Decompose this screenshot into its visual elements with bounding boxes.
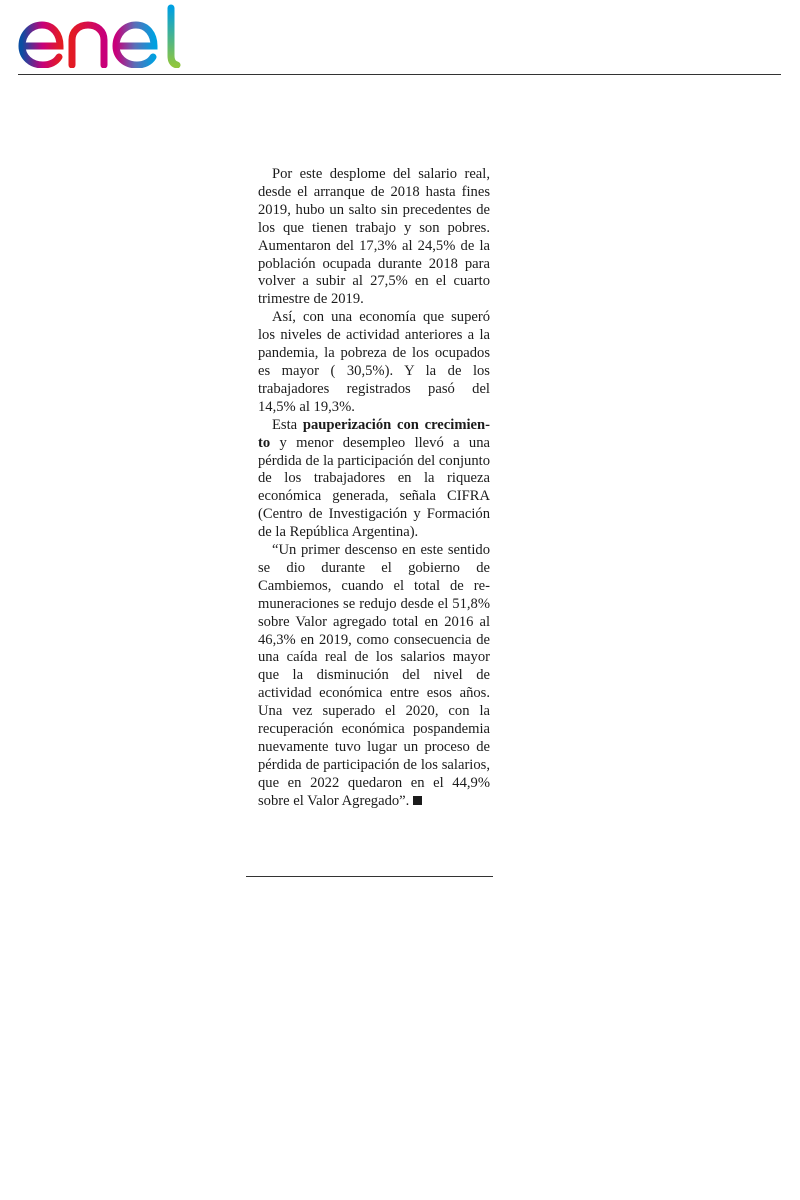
end-of-article-mark — [413, 796, 422, 805]
article-paragraph-3 — [258, 417, 490, 542]
article-paragraph-2: Así, con una economía que superó los niveles de actividad anteriores a la pandemia, la pobreza de los ocupados es mayor ( 30,5%). Y la de los trabajadores registrados pasó del 14,5% al 19,3%. — [258, 309, 490, 415]
paragraph-3-bold-phrase: pauperización con crecimiento — [258, 416, 490, 451]
enel-logo — [16, 4, 182, 68]
header-divider — [18, 74, 781, 75]
footer-divider — [246, 876, 493, 877]
paragraph-4-text: “Un primer descenso en este sentido se dio durante el gobierno de Cambiemos, cuando el total de remuneraciones se redujo desde el 51,8% sobre Valor agregado total en 2016 al 46,3% en 2019, como consecuencia de una caída real de los salarios mayor que la disminución del nivel de actividad económica entre esos años. Una vez superado el 2020, con la recuperación económica pospandemia nuevamente tuvo lugar un proceso de pérdida de participación de los salarios, que en 2022 quedaron en el 44,9% sobre el Valor Agregado”. — [258, 542, 490, 809]
paragraph-3-intro: Esta — [272, 416, 303, 433]
paragraph-3-rest: y menor desempleo llevó a una pérdida de la participación del conjunto de los trabajadores en la riqueza económica generada, señala CIFRA (Centro de Investigación y Formación de la República Argentina). — [258, 434, 490, 541]
article-paragraph-4 — [258, 542, 490, 811]
article-paragraph-1: Por este desplome del salario real, desde el arranque de 2018 hasta fines 2019, hubo un salto sin precedentes de los que tienen trabajo y son pobres. Aumentaron del 17,3% al 24,5% de la población ocupada durante 2018 para volver a subir al 27,5% en el cuarto trimestre de 2019. — [258, 166, 490, 308]
article-column — [258, 166, 490, 811]
